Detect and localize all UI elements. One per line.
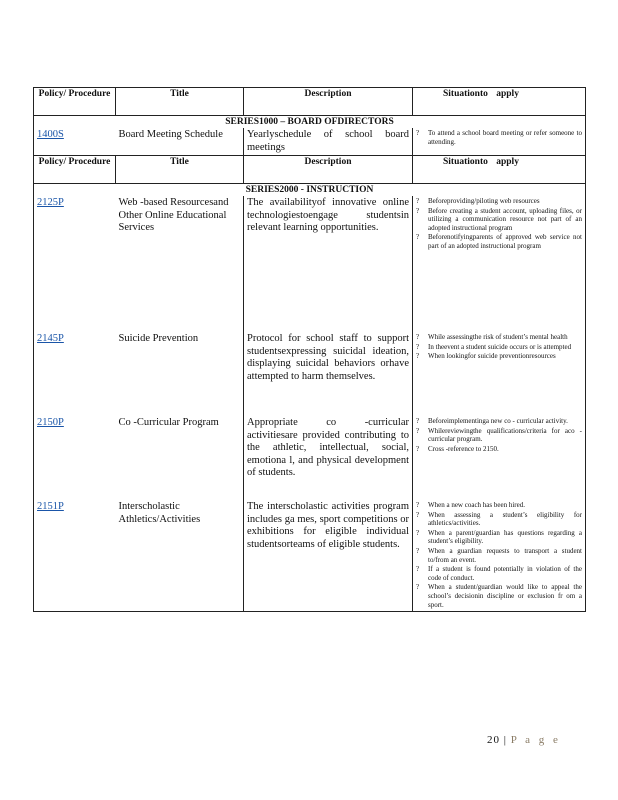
situation-list (416, 333, 582, 361)
page-number: 20 (487, 734, 500, 746)
situation-list (416, 417, 582, 453)
list-item: ? When a new coach has been hired. (416, 501, 525, 509)
table-row (34, 500, 586, 612)
table-row (34, 332, 586, 416)
list-item: ? Beforeimplementinga new co - curricular activity. (416, 417, 568, 425)
footer-separator: | (503, 734, 507, 746)
list-item: ? Beforenotifyingparents of approved web service not part of an adopted instructional program (416, 233, 582, 250)
situation-list (416, 197, 582, 251)
series-row (34, 184, 586, 197)
series-1000-label: SERIES1000 – BOARD OFDIRECTORS (34, 116, 586, 129)
series-row (34, 116, 586, 129)
list-item: ? When a parent/guardian has questions regarding a student’s eligibility. (416, 528, 582, 546)
list-item: ? Cross -reference to 2150. (416, 444, 499, 453)
situation-list (416, 501, 582, 609)
row-description: Appropriate co -curricular activitiesare provided contributing to the athletic, intellectual, social, emotiona l, and physical development of students. (244, 416, 413, 500)
list-item: ? While assessingthe risk of student’s mental health (416, 333, 568, 341)
list-item: ? Whilereviewingthe qualifications/criteria for aco - curricular program. (416, 426, 582, 444)
table-header-row (34, 156, 586, 184)
policy-table (33, 87, 586, 612)
policy-link-2145p[interactable]: 2145P (37, 333, 64, 344)
row-title: Co -Curricular Program (116, 416, 244, 500)
list-item: ? To attend a school board meeting or refer someone to attending. (416, 129, 582, 146)
header-situations: Situationto apply (413, 156, 586, 184)
header-situations: Situationto apply (413, 88, 586, 116)
policy-link-2151p[interactable]: 2151P (37, 501, 64, 512)
row-title: Web -based Resourcesand Other Online Educational Services (116, 196, 244, 332)
header-title: Title (116, 156, 244, 184)
list-item: ? Before creating a student account, uploading files, or utilizing a communication resource not part of an adopted instructional program (416, 206, 582, 232)
row-description: The interscholastic activities program includes ga mes, sport competitions or exhibitions for eligible individual studentsorteams of eligible students. (244, 500, 413, 612)
header-title: Title (116, 88, 244, 116)
list-item: ? When assessing a student’s eligibility for athletics/activities. (416, 510, 582, 528)
header-description: Description (244, 88, 413, 116)
table-row (34, 416, 586, 500)
list-item: ? In theevent a student suicide occurs or is attempted (416, 342, 572, 351)
policy-link-2150p[interactable]: 2150P (37, 417, 64, 428)
series-2000-label: SERIES2000 - INSTRUCTION (34, 184, 586, 197)
policy-link-1400s[interactable]: 1400S (37, 129, 64, 140)
list-item: ? When lookingfor suicide preventionresources (416, 352, 556, 361)
situation-list (416, 129, 582, 146)
header-policy: Policy/ Procedure (34, 88, 116, 116)
policy-link-2125p[interactable]: 2125P (37, 197, 64, 208)
row-title: Suicide Prevention (116, 332, 244, 416)
table-row (34, 128, 586, 156)
list-item: ? If a student is found potentially in violation of the code of conduct. (416, 565, 582, 582)
list-item: ? When a student/guardian would like to appeal the school’s decisionin discipline or exclusion fr om a sport. (416, 583, 582, 609)
table-header-row (34, 88, 586, 116)
page-footer (487, 734, 561, 746)
table-row (34, 196, 586, 332)
row-description: Protocol for school staff to support studentsexpressing suicidal ideation, displaying suicidal behaviors orhave attempted to harm themselves. (244, 332, 413, 416)
row-description: Yearlyschedule of school board meetings (244, 128, 413, 156)
row-description: The availabilityof innovative online technologiestoengage studentsin relevant learning opportunities. (244, 196, 413, 332)
row-title: Board Meeting Schedule (116, 128, 244, 156)
row-title: Interscholastic Athletics/Activities (116, 500, 244, 612)
list-item: ? When a guardian requests to transport a student to/from an event. (416, 546, 582, 564)
header-policy: Policy/ Procedure (34, 156, 116, 184)
page-word: P a g e (510, 734, 561, 746)
list-item: ? Beforeproviding/piloting web resources (416, 197, 540, 205)
header-description: Description (244, 156, 413, 184)
